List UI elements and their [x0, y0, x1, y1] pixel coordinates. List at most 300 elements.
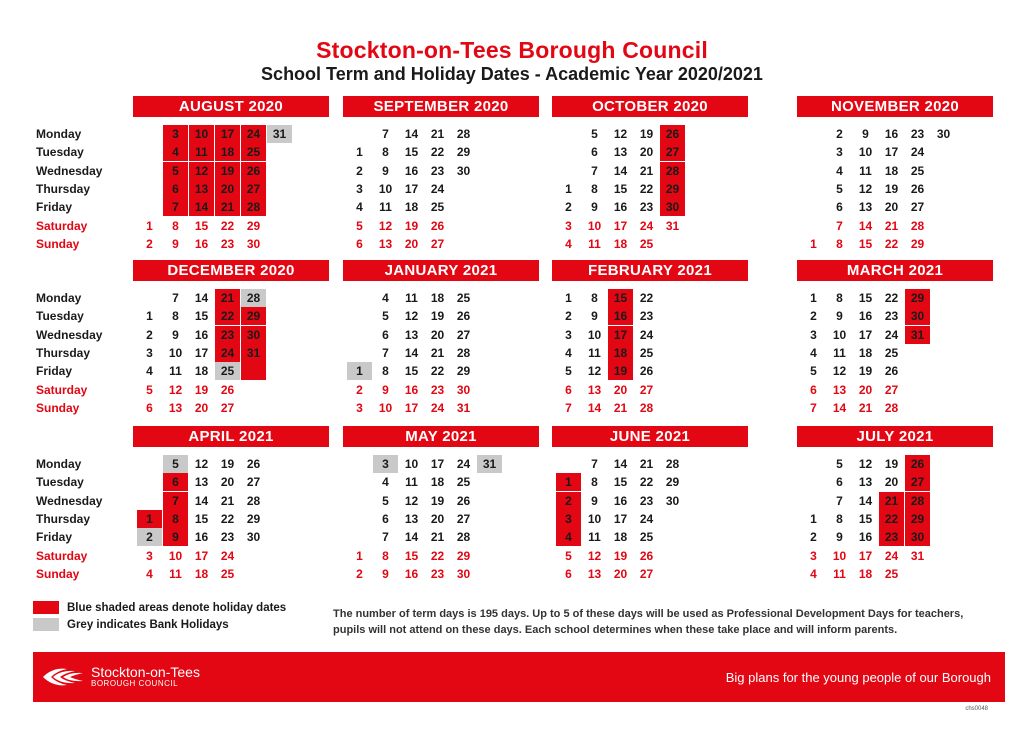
date-cell: 28: [665, 457, 680, 471]
date-cell: 25: [639, 345, 654, 360]
day-label-monday: Monday: [36, 457, 82, 471]
date-cell: 12: [168, 382, 183, 397]
date-cell: 16: [884, 127, 899, 141]
date-cell: 17: [404, 181, 419, 196]
date-cell: 18: [215, 143, 240, 161]
date-cell: 29: [456, 548, 471, 563]
date-cell: 19: [613, 548, 628, 563]
date-cell: 14: [613, 163, 628, 178]
date-cell: 7: [382, 345, 389, 360]
date-cell: 13: [858, 200, 873, 215]
date-cell: 18: [404, 200, 419, 215]
date-cell: 2: [146, 236, 153, 251]
date-cell: 22: [879, 510, 904, 528]
date-cell: 19: [430, 309, 445, 324]
date-cell: 23: [910, 127, 925, 141]
date-cell: 12: [404, 493, 419, 508]
date-cell: 1: [810, 511, 817, 526]
date-cell: 6: [382, 511, 389, 526]
date-cell: 10: [404, 457, 419, 471]
date-cell: 30: [665, 493, 680, 508]
date-cell: 9: [382, 566, 389, 581]
date-cell: 5: [382, 493, 389, 508]
date-cell: 4: [836, 163, 843, 178]
date-cell: 25: [456, 475, 471, 490]
date-cell: 8: [172, 218, 179, 233]
month-june-2021: [552, 426, 748, 586]
date-cell: 8: [836, 511, 843, 526]
date-cell: 12: [858, 181, 873, 196]
date-cell: 16: [194, 236, 209, 251]
date-cell: 15: [194, 309, 209, 324]
month-february-2021: [552, 260, 748, 420]
date-cell: 15: [858, 291, 873, 305]
date-cell: 27: [456, 327, 471, 342]
date-cell: 1: [146, 218, 153, 233]
date-cell: 4: [382, 291, 389, 305]
holiday-swatch: [33, 601, 59, 614]
date-cell: 12: [587, 548, 602, 563]
date-cell: 17: [858, 548, 873, 563]
date-cell: 16: [608, 307, 633, 325]
date-cell: 14: [404, 127, 419, 141]
date-cell: 28: [639, 400, 654, 415]
day-label-monday: Monday: [36, 291, 82, 305]
date-cell: 26: [241, 162, 266, 180]
day-label-friday: Friday: [36, 364, 73, 379]
date-cell: 2: [836, 127, 843, 141]
date-cell: 30: [456, 163, 471, 178]
day-label-tuesday: Tuesday: [36, 145, 84, 160]
date-cell: 1: [356, 548, 363, 563]
date-cell: 27: [456, 511, 471, 526]
date-cell: 24: [884, 327, 899, 342]
date-cell: 6: [356, 236, 363, 251]
date-cell: 24: [884, 548, 899, 563]
date-cell: 7: [810, 400, 817, 415]
date-cell: 3: [810, 548, 817, 563]
date-cell: 28: [884, 400, 899, 415]
date-cell: 10: [189, 125, 214, 143]
date-cell: 14: [189, 198, 214, 216]
date-cell: 9: [836, 530, 843, 545]
date-cell: 23: [215, 326, 240, 344]
date-cell: 23: [639, 309, 654, 324]
date-cell: 13: [189, 180, 214, 198]
day-label-monday: Monday: [36, 127, 82, 141]
month-january-2021: [343, 260, 539, 420]
date-cell: 18: [608, 344, 633, 362]
date-cell: 10: [168, 548, 183, 563]
date-cell: 27: [246, 475, 261, 490]
date-cell: 20: [884, 475, 899, 490]
date-cell: 20: [858, 382, 873, 397]
date-cell: 23: [430, 163, 445, 178]
date-cell: 21: [639, 163, 654, 178]
date-cell: 1: [565, 291, 572, 305]
date-cell: 25: [220, 566, 235, 581]
date-cell: 11: [859, 163, 872, 178]
date-cell: 31: [910, 548, 925, 563]
date-cell: 10: [858, 145, 873, 160]
date-cell: 2: [565, 200, 572, 215]
date-cell: 27: [639, 566, 654, 581]
day-label-tuesday: Tuesday: [36, 309, 84, 324]
date-cell: 21: [879, 492, 904, 510]
date-cell: 3: [163, 125, 188, 143]
bank-swatch: [33, 618, 59, 631]
date-cell: 13: [404, 327, 419, 342]
date-cell: 30: [456, 566, 471, 581]
date-cell: 3: [556, 510, 581, 528]
date-cell: 7: [382, 127, 389, 141]
date-cell: 5: [565, 364, 572, 379]
date-cell: 17: [884, 145, 899, 160]
date-cell: 30: [905, 528, 930, 546]
month-header: JULY 2021: [797, 426, 993, 447]
date-cell: 23: [430, 566, 445, 581]
day-label-sunday: Sunday: [36, 566, 80, 581]
date-cell: 14: [858, 493, 873, 508]
date-cell: 16: [858, 530, 873, 545]
date-cell: 26: [639, 364, 654, 379]
date-cell: 18: [858, 566, 873, 581]
date-cell: 5: [146, 382, 153, 397]
date-cell: 26: [905, 455, 930, 473]
date-cell: 31: [241, 344, 266, 362]
date-cell-empty-holiday: [241, 362, 266, 380]
date-cell: 1: [810, 291, 817, 305]
date-cell: 20: [220, 475, 235, 490]
date-cell: 14: [613, 457, 628, 471]
date-cell: 2: [356, 163, 363, 178]
date-cell: 13: [168, 400, 183, 415]
day-label-sunday: Sunday: [36, 236, 80, 251]
date-cell: 7: [382, 530, 389, 545]
date-cell: 4: [810, 566, 817, 581]
month-header: MAY 2021: [343, 426, 539, 447]
date-cell: 31: [456, 400, 471, 415]
day-label-saturday: Saturday: [36, 382, 88, 397]
month-header: DECEMBER 2020: [133, 260, 329, 281]
month-march-2021: [797, 260, 993, 420]
day-label-saturday: Saturday: [36, 548, 88, 563]
date-cell: 13: [587, 382, 602, 397]
date-cell: 1: [137, 510, 162, 528]
date-cell: 9: [862, 127, 869, 141]
date-cell: 15: [194, 511, 209, 526]
date-cell: 12: [858, 457, 873, 471]
month-header: NOVEMBER 2020: [797, 96, 993, 117]
date-cell: 7: [591, 457, 598, 471]
day-label-thursday: Thursday: [36, 511, 91, 526]
date-cell: 10: [832, 327, 847, 342]
date-cell: 22: [639, 475, 654, 490]
date-cell: 4: [356, 200, 363, 215]
date-cell: 15: [608, 289, 633, 307]
date-cell: 17: [613, 511, 628, 526]
day-label-tuesday: Tuesday: [36, 475, 84, 490]
date-cell: 16: [194, 530, 209, 545]
date-cell: 15: [858, 236, 873, 251]
date-cell: 23: [220, 530, 235, 545]
date-cell: 19: [404, 218, 419, 233]
date-cell: 28: [241, 198, 266, 216]
date-cell: 1: [565, 181, 572, 196]
date-cell: 21: [430, 530, 445, 545]
date-cell: 15: [194, 218, 209, 233]
date-cell: 9: [382, 382, 389, 397]
date-cell: 10: [378, 400, 393, 415]
date-cell: 14: [587, 400, 602, 415]
date-cell: 2: [556, 492, 581, 510]
date-cell: 8: [172, 309, 179, 324]
date-cell: 24: [220, 548, 235, 563]
date-cell: 4: [146, 364, 153, 379]
legend: [33, 601, 286, 635]
date-cell: 8: [836, 236, 843, 251]
date-cell: 24: [639, 327, 654, 342]
date-cell: 18: [884, 163, 899, 178]
date-cell: 5: [382, 309, 389, 324]
date-cell: 21: [215, 198, 240, 216]
date-cell: 3: [356, 181, 363, 196]
date-cell: 11: [405, 291, 418, 305]
date-cell: 12: [189, 162, 214, 180]
date-cell: 27: [220, 400, 235, 415]
date-cell: 25: [639, 236, 654, 251]
date-cell: 26: [884, 364, 899, 379]
date-cell: 7: [836, 218, 843, 233]
term-days-note: The number of term days is 195 days. Up to 5 of these days will be used as Professional Development Days for teachers, pupils will not attend on these days. Each school determines when these take place and will inform parents.: [333, 608, 964, 636]
date-cell: 22: [639, 291, 654, 305]
date-cell: 2: [810, 309, 817, 324]
date-cell: 12: [613, 127, 628, 141]
date-cell: 20: [404, 236, 419, 251]
date-cell: 3: [836, 145, 843, 160]
date-cell: 3: [373, 455, 398, 473]
date-cell: 13: [858, 475, 873, 490]
date-cell: 7: [163, 198, 188, 216]
date-cell: 5: [565, 548, 572, 563]
date-cell: 18: [194, 566, 209, 581]
date-cell: 24: [215, 344, 240, 362]
date-cell: 19: [884, 181, 899, 196]
month-october-2020: [552, 96, 748, 256]
date-cell: 6: [565, 382, 572, 397]
date-cell: 14: [404, 530, 419, 545]
date-cell: 8: [591, 475, 598, 490]
date-cell: 19: [194, 382, 209, 397]
date-cell: 21: [215, 289, 240, 307]
legend-bank-text: Grey indicates Bank Holidays: [67, 618, 229, 631]
month-header: JUNE 2021: [552, 426, 748, 447]
date-cell: 14: [194, 291, 209, 305]
date-cell: 24: [456, 457, 471, 471]
date-cell: 28: [456, 530, 471, 545]
day-label-thursday: Thursday: [36, 181, 91, 196]
date-cell: 20: [430, 327, 445, 342]
date-cell: 17: [430, 457, 445, 471]
date-cell: 29: [665, 475, 680, 490]
date-cell: 31: [477, 455, 502, 473]
month-header: SEPTEMBER 2020: [343, 96, 539, 117]
date-cell: 28: [246, 493, 261, 508]
date-cell: 13: [587, 566, 602, 581]
day-label-saturday: Saturday: [36, 218, 88, 233]
date-cell: 10: [587, 327, 602, 342]
date-cell: 20: [194, 400, 209, 415]
date-cell: 24: [639, 511, 654, 526]
date-cell: 11: [379, 200, 392, 215]
date-cell: 10: [378, 181, 393, 196]
date-cell: 3: [565, 218, 572, 233]
date-cell: 12: [587, 364, 602, 379]
date-cell: 27: [910, 200, 925, 215]
date-cell: 26: [660, 125, 685, 143]
date-cell: 30: [241, 326, 266, 344]
date-cell: 13: [194, 475, 209, 490]
date-cell: 25: [884, 345, 899, 360]
date-cell: 15: [404, 364, 419, 379]
date-cell: 11: [833, 566, 846, 581]
date-cell: 12: [378, 218, 393, 233]
month-header: JANUARY 2021: [343, 260, 539, 281]
day-label-wednesday: Wednesday: [36, 493, 103, 508]
date-cell: 6: [565, 566, 572, 581]
date-cell: 13: [404, 511, 419, 526]
date-cell: 5: [163, 162, 188, 180]
date-cell: 9: [382, 163, 389, 178]
date-cell: 30: [905, 307, 930, 325]
date-cell: 7: [591, 163, 598, 178]
date-cell: 17: [215, 125, 240, 143]
date-cell: 4: [565, 345, 572, 360]
date-cell: 6: [810, 382, 817, 397]
date-cell: 14: [404, 345, 419, 360]
date-cell: 17: [613, 218, 628, 233]
date-cell: 18: [430, 291, 445, 305]
date-cell: 29: [910, 236, 925, 251]
month-july-2021: [797, 426, 993, 586]
date-cell: 23: [220, 236, 235, 251]
month-header: MARCH 2021: [797, 260, 993, 281]
footer-banner: [33, 652, 1005, 702]
date-cell: 16: [613, 493, 628, 508]
date-cell: 15: [613, 181, 628, 196]
date-cell: 11: [169, 566, 182, 581]
date-cell: 7: [565, 400, 572, 415]
date-cell: 21: [613, 400, 628, 415]
date-cell: 22: [884, 291, 899, 305]
date-cell: 4: [382, 475, 389, 490]
date-cell: 8: [382, 145, 389, 160]
date-cell: 8: [382, 364, 389, 379]
page-subtitle: School Term and Holiday Dates - Academic Year 2020/2021: [261, 64, 763, 84]
date-cell: 8: [591, 181, 598, 196]
month-header: AUGUST 2020: [133, 96, 329, 117]
date-cell: 6: [163, 180, 188, 198]
date-cell: 10: [168, 345, 183, 360]
council-logo: [41, 665, 200, 689]
date-cell: 10: [587, 218, 602, 233]
date-cell: 15: [404, 548, 419, 563]
date-cell: 21: [430, 345, 445, 360]
date-cell: 28: [910, 218, 925, 233]
date-cell: 21: [220, 493, 235, 508]
date-cell: 22: [430, 145, 445, 160]
date-cell: 16: [194, 327, 209, 342]
date-cell: 23: [879, 528, 904, 546]
day-label-thursday: Thursday: [36, 345, 91, 360]
date-cell: 25: [430, 200, 445, 215]
date-cell: 5: [836, 457, 843, 471]
date-cell: 28: [456, 127, 471, 141]
date-cell: 27: [241, 180, 266, 198]
date-cell: 11: [169, 364, 182, 379]
date-cell: 1: [146, 309, 153, 324]
date-cell: 19: [215, 162, 240, 180]
date-cell: 1: [556, 473, 581, 491]
date-cell: 17: [404, 400, 419, 415]
date-cell: 3: [146, 345, 153, 360]
date-cell: 25: [639, 530, 654, 545]
month-header: FEBRUARY 2021: [552, 260, 748, 281]
date-cell: 18: [194, 364, 209, 379]
date-cell: 9: [591, 309, 598, 324]
date-cell: 17: [608, 326, 633, 344]
month-december-2020: [133, 260, 329, 420]
date-cell: 3: [810, 327, 817, 342]
date-cell: 24: [430, 181, 445, 196]
date-cell: 25: [884, 566, 899, 581]
date-cell: 26: [639, 548, 654, 563]
date-cell: 25: [910, 163, 925, 178]
date-cell: 24: [910, 145, 925, 160]
date-cell: 29: [246, 511, 261, 526]
date-cell: 9: [836, 309, 843, 324]
date-cell: 19: [639, 127, 654, 141]
day-label-friday: Friday: [36, 530, 73, 545]
date-cell: 5: [836, 181, 843, 196]
date-cell: 6: [591, 145, 598, 160]
date-cell: 21: [639, 457, 654, 471]
date-cell: 15: [613, 475, 628, 490]
date-cell: 21: [430, 127, 445, 141]
date-cell: 9: [172, 236, 179, 251]
date-cell: 11: [405, 475, 418, 490]
date-cell: 29: [660, 180, 685, 198]
date-cell: 7: [836, 493, 843, 508]
date-cell: 9: [172, 327, 179, 342]
date-cell: 26: [456, 309, 471, 324]
date-cell: 18: [613, 236, 628, 251]
date-cell: 6: [836, 200, 843, 215]
date-cell: 20: [215, 180, 240, 198]
date-cell: 13: [378, 236, 393, 251]
date-cell: 31: [267, 125, 292, 143]
date-cell: 17: [194, 345, 209, 360]
date-cell: 24: [639, 218, 654, 233]
date-cell: 27: [430, 236, 445, 251]
date-cell: 12: [194, 457, 209, 471]
date-cell: 28: [241, 289, 266, 307]
date-cell: 23: [884, 309, 899, 324]
legend-holiday: [33, 601, 286, 614]
date-cell: 5: [356, 218, 363, 233]
date-cell: 8: [591, 291, 598, 305]
date-cell: 22: [215, 307, 240, 325]
